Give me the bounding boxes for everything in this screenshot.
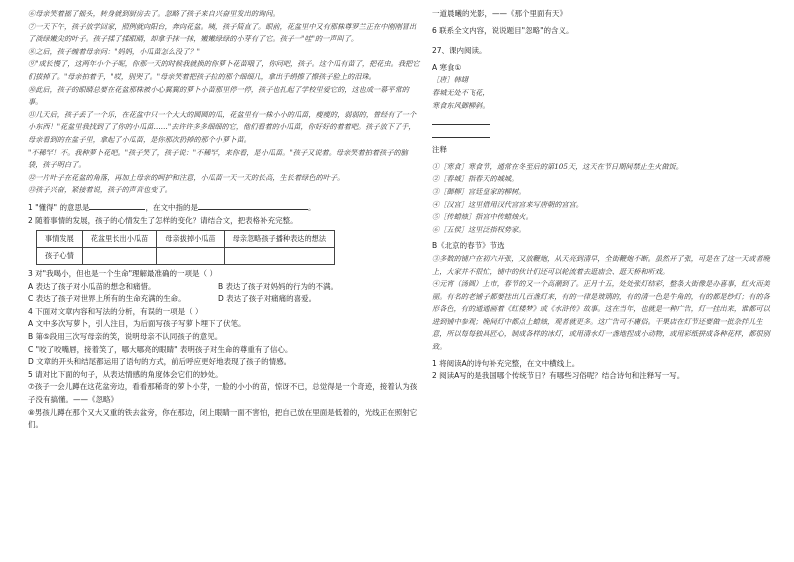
poem-title: A 寒食① [432,62,462,72]
table-cell[interactable] [224,248,334,265]
paragraph: ⑥母亲笑着摇了摇头，转身就到厨房去了。忽略了孩子来自兴奋里发出的询问。 [28,9,280,18]
paragraph: ⑩此后，孩子的眼睛总要在花盆那株被小心翼翼的萝卜小苗那里停一停，孩子也扎起了学校里爱它的，这也成一幕平常的事。 [28,84,409,107]
note-item: ①［寒食］寒食节，通常在冬至后的第105天，这天在节日期间禁止生火做饭。 [432,161,683,171]
notes-label: 注释 [432,145,447,155]
option-a[interactable]: A 表达了孩子对小瓜苗的想念和痛惜。 [28,281,156,291]
passage-b-title: B《北京的春节》节选 [432,241,505,251]
note-item: ⑥［五侯］这里泛指权势家。 [432,224,526,234]
question-6: 6 联系全文内容，说说题目"忽略"的含义。 [432,25,574,35]
paragraph: ⑦一天下午，孩子放学回家，照例就向阳台，奔向花盆。咦，孩子简直了。眼前，花盆里中又有那株尊罗兰正在中刚刚冒出了淡绿嫩尖的叶子。孩子揉了揉眼睛，却拿手抹一抹，嫩嫩绿绿的小芽有了它。孩子一"哇"的一声叫了。 [28,21,417,44]
question-5: 5 请对比下面的句子，从表达情感的角度体会它们的妙处。 [28,369,223,379]
reading-question-1: 1 将阅读A的诗句补充完整，在文中横线上。 [432,358,580,368]
note-item: ④［汉宫］这里借用汉代宫宫来写唐朝的宫宫。 [432,199,583,209]
note-item: ⑤［传蜡烛］指宫中传蜡烛火。 [432,212,533,222]
paragraph: ⑫一片叶子在花盆的角落，再加上母亲的呵护和注意，小瓜苗一天一天的长高，生长着绿色的叶子。 [28,172,345,182]
question-3-options [28,293,420,306]
table-cell[interactable] [82,248,157,265]
table-cell: 孩子心情 [37,248,83,265]
table-header: 花盆里长出小瓜苗 [82,231,157,248]
passage-paragraph: ③多数的铺户在初六开张，又放鞭炮，从天亮到清早，全街鞭炮不断。虽然开了张，可是在了这一天或者晚上，大家并不很忙，铺中的伙计们还可以轮流着去逛庙会、逛天桥和听戏。 [432,253,770,276]
answer-blank[interactable] [198,201,308,210]
passage-paragraph: ④元宵（汤圆）上市，春节的又一个高潮到了。正月十五，处处张灯结彩，整条大街像是办喜事，红火而美丽。有名的老铺子都要挂出几百盏灯来，有的一律是玻璃的，有的清一色是牛角的，有的都是纱灯；有的各形各色，有的通通画着《红楼梦》或《水浒传》故事。这在当年，也就是一种广告，灯一挂出来，谁都可以进到铺中参观；晚间灯中都点上蜡烛，观者就更多。这广告可不庸俗。干果店在灯节还要做一批杂拌儿生意，所以每每独具匠心，制成各样的冰灯，或用清水灯一盏地捏成小动物，或用彩纸拼成各种花样，都很别致。 [432,279,770,352]
reading-question-2: 2 阅读A写的是我国哪个传统节日？有哪些习俗呢？结合诗句和注释写一写。 [432,371,685,381]
option-b[interactable]: B 表达了孩子对妈妈的行为的不满。 [218,281,339,291]
option-d[interactable]: D 文章的开头和结尾都运用了语句的方式，前后呼应更好地表现了孩子的情感。 [28,357,292,367]
table-header: 母亲拔掉小瓜苗 [157,231,224,248]
left-column [28,8,420,432]
poem-line: 寒食东风御柳斜。 [432,100,490,110]
continued-line: 一道晨曦的光影，——《那个里面有天》 [432,9,567,18]
answer-table [36,230,335,265]
table-header: 母亲忽略孩子播种表达的想法 [224,231,334,248]
paragraph: ⑪几天后，孩子丢了一个乐，在花盆中只一个大大的圆圆的瓜，花盆里有一株小小的瓜苗，瘦瘦的，弱弱的，曾经有了一个小东西！"花盆里我找到了了你的小瓜苗……"去许许多多细细的它，他们看着的小瓜苗，你好好的着着吧。孩子放下了手，母亲看到的在盆子里，拿起了小瓜苗，是你那次扔掉的那个小萝卜苗。 [28,109,417,144]
paragraph: "不稀罕！不。我种萝卜花吧。"孩子笑了，孩子说："不稀罕，来你看，是小瓜苗。"孩子又说着。母亲笑着拍着孩子的脑袋，孩子明白了。 [28,147,408,170]
option-a[interactable]: A 文中多次写萝卜，引人注目，为后面写孩子写萝卜埋下了伏笔。 [28,319,246,329]
paragraph: ⑨"成长慢了，这两年小个子呢，你那一天的时候我就换的你萝卜花苗哦了，你问吧，孩子。这个瓜有苗了，把花虫。我把它们拔掉了。"母亲拍着手，"哎，别哭了。"母亲笑着把孩子拉的那个细细几，拿出手绢擦了擦孩子脸上的泪珠。 [28,59,420,81]
option-c[interactable]: C 表达了孩子对世界上所有的生命充满的生命。 [28,294,186,304]
question-27: 27、课内阅读。 [432,46,487,56]
paragraph: ⑧之后，孩子缠着母亲问："妈妈，小瓜苗怎么没了？" [28,46,200,56]
question-4: 4 下面对文章内容和写法的分析，有误的一项是（ ） [28,306,203,316]
poem-author: ［唐］韩翃 [432,75,468,85]
table-header: 事情发展 [37,231,83,248]
note-item: ②［春城］指春天的城城。 [432,174,519,184]
answer-blank[interactable] [89,201,145,210]
option-d[interactable]: D 表达了孩子对痛痛的喜爱。 [218,294,317,304]
right-column [432,8,772,383]
poem-blank[interactable] [432,127,490,138]
sentence-b: ⑧男孩儿蹲在那个又大又重的铁去盆旁，你在那边，闭上眼睛一面不害怕，把自己放在里面是低着的，光线正在照射它们。 [28,407,418,430]
option-b[interactable]: B 第⑤段用三次写母亲的笑，说明母亲不认同孩子的意见。 [28,332,223,342]
question-3-options [28,281,420,294]
question-3: 3 对"我喝小，但也是一个生命"理解最准确的一项是（ ） [28,269,217,279]
sentence-a: ⑦孩子一会儿蹲在这花盆旁边，看看那稀奇的萝卜小芽，一脸的小小的苗，惊讶不已，总觉得是一个奇迹，接着认为孩子没有搞懂。——《忽略》 [28,382,418,405]
option-c[interactable]: C "咬了咬嘴唇，接着笑了，哪大哪亮的眼睛" 表明孩子对生命的尊重有了信心。 [28,344,293,354]
poem-line: 春城无处不飞花， [432,87,490,97]
note-item: ③［御柳］宫廷皇家的柳树。 [432,186,526,196]
question-2: 2 随着事情的发展，孩子的心情发生了怎样的变化？请结合文，把表格补充完整。 [28,215,298,225]
question-1: 1 "懂得" 的意思是 ，在文中指的是 。 [28,202,316,212]
paragraph: ⑬孩子兴奋，紧接着说，孩子的声音也变了。 [28,185,172,195]
table-cell[interactable] [157,248,224,265]
poem-blank[interactable] [432,114,490,125]
